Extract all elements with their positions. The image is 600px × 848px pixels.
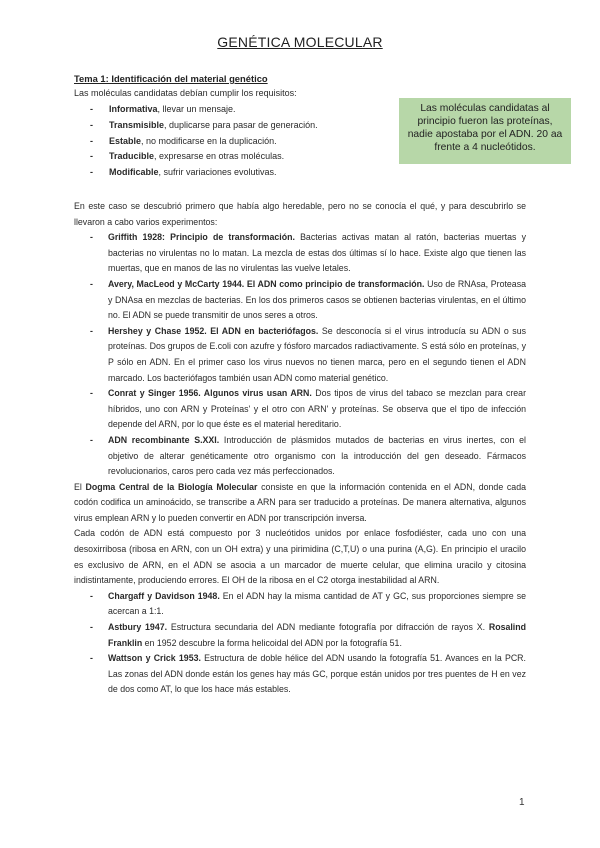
list-item: - Avery, MacLeod y McCarty 1944. El ADN como principio de transformación. Uso de RNAsa, Proteasa y DNAsa en mezclas de bacterias. En los dos primeros casos se obtienen bacterias virulentas, en el último no. El ADN se puede transmitir de unos seres a otros. (74, 277, 526, 324)
intro-text: Las moléculas candidatas debían cumplir los requisitos: (74, 88, 297, 98)
requirements-list (90, 102, 390, 181)
page-number: 1 (519, 797, 525, 808)
list-item: - Estable, no modificarse en la duplicación. (90, 134, 390, 150)
dna-findings-list (74, 589, 526, 698)
main-body (74, 199, 526, 698)
list-item: - Modificable, sufrir variaciones evolutivas. (90, 165, 390, 181)
highlight-note: Las moléculas candidatas al principio fueron las proteínas, nadie apostaba por el ADN. 20 aa frente a 4 nucleótidos. (399, 98, 571, 164)
list-item: - Traducible, expresarse en otras moléculas. (90, 149, 390, 165)
paragraph-codon: Cada codón de ADN está compuesto por 3 nucleótidos unidos por enlace fosfodiéster, cada uno con una desoxirribosa (ribosa en ARN, con un OH extra) y una pirimidina (C,T,U) o una purina (A,G). En principio el uracilo es exclusivo de ARN, en el ADN se asocia a un marcador de muerte celular, que elimina uracilo y citosina indistintamente, produciendo errores. El OH de la ribosa en el C2 otorga inestabilidad al ARN. (74, 528, 526, 586)
paragraph-dogma: El Dogma Central de la Biología Molecular consiste en que la información contenida en el ADN, donde cada codón codifica un aminoácido, se transcribe a ARN para ser traducido a proteínas. De manera alternativa, algunos virus emplean ARN y lo pueden convertir en ADN por transcripción inversa. (74, 481, 526, 523)
list-item: - Astbury 1947. Estructura secundaria del ADN mediante fotografía por difracción de rayos X. Rosalind Franklin en 1952 descubre la forma helicoidal del ADN por la fotografía 51. (74, 620, 526, 651)
topic-heading: Tema 1: Identificación del material genético (74, 73, 268, 84)
list-item: - Wattson y Crick 1953. Estructura de doble hélice del ADN usando la fotografía 51. Avances en la PCR. Las zonas del ADN donde están los genes hay más GC, porque están unidos por tres puentes de H en vez de dos como AT, lo que los hace más estables. (74, 651, 526, 698)
list-item: - Transmisible, duplicarse para pasar de generación. (90, 118, 390, 134)
list-item: - Chargaff y Davidson 1948. En el ADN hay la misma cantidad de AT y GC, sus proporciones siempre se acercan a 1:1. (74, 589, 526, 620)
list-item: - Griffith 1928: Principio de transformación. Bacterias activas matan al ratón, bacterias muertas y bacterias no virulentas no lo matan. La mezcla de estas dos últimas sí lo hace. Existe algo que tienen las muertas, que en manos de las no virulentas las vuelve letales. (74, 230, 526, 277)
list-item: - Hershey y Chase 1952. El ADN en bacteriófagos. Se desconocía si el virus introducía su ADN o sus proteínas. Dos grupos de E.coli con azufre y fósforo marcados radiactivamente. S está sólo en proteínas, y P sólo en ADN. En el primer caso los virus nuevos no tienen marca, pero en el segundo tienen el ADN marcado. Los bacteriófagos también usan ADN como material genético. (74, 324, 526, 386)
page-title: GENÉTICA MOLECULAR (217, 34, 383, 50)
list-item: - Conrat y Singer 1956. Algunos virus usan ARN. Dos tipos de virus del tabaco se mezclan para crear híbridos, uno con ARN y Proteínas' y el otro con ARN' y proteínas. Se observa que el tipo de infección depende del ARN, por lo que éste es el material hereditario. (74, 386, 526, 433)
list-item: - Informativa, llevar un mensaje. (90, 102, 390, 118)
paragraph-experiments-intro: En este caso se descubrió primero que había algo heredable, pero no se conocía el qué, y para descubrirlo se llevaron a cabo varios experimentos: (74, 201, 526, 227)
experiments-list (74, 230, 526, 480)
list-item: - ADN recombinante S.XXI. Introducción de plásmidos mutados de bacterias en virus inertes, con el objetivo de alterar genéticamente otro organismo con la introducción del gen deseado. Fármacos revolucionarios, caros pero cada vez más perfeccionados. (74, 433, 526, 480)
